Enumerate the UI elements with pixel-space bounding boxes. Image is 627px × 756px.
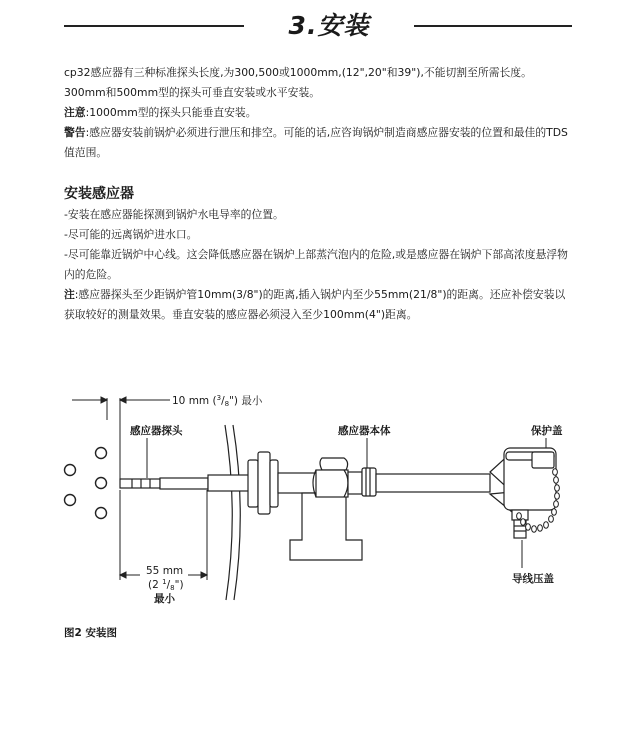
sensor-probe xyxy=(120,478,208,489)
page-title: 3.安装 xyxy=(288,11,370,40)
sensor-body-label: 感应器本体 xyxy=(338,425,391,437)
note-paragraph: 注意:1000mm型的探头只能垂直安装。 xyxy=(64,106,257,119)
section-title: 安装感应器 xyxy=(64,186,134,202)
boiler-wall xyxy=(225,425,240,600)
intro-paragraph: cp32感应器有三种标准探头长度,为300,500或1000mm,(12",20"和39"),不能切割至所需长度。 xyxy=(64,66,532,79)
instruction-item: -安装在感应器能探测到锅炉水电导率的位置。 xyxy=(64,208,284,221)
dimension-10mm xyxy=(72,397,170,486)
cable-gland-label: 导线压盖 xyxy=(512,573,554,585)
dimension-55mm-line2: (2 $^1$/8") xyxy=(148,578,184,592)
boiler-tubes xyxy=(65,448,107,519)
figure-caption: 图2 安装图 xyxy=(64,627,117,639)
dimension-55mm-line3: 最小 xyxy=(154,593,175,605)
sensor-body xyxy=(348,468,490,496)
note-label: 注 xyxy=(64,288,75,301)
instruction-note: 注:感应器探头至少距锅炉管10mm(3/8")的距离,插入锅炉内至少55mm(21/8")的距离。还应补偿安装以获取较好的测量效果。垂直安装的感应器必须浸入至少100mm(4")距离。 xyxy=(64,288,566,321)
note-label: 注意 xyxy=(64,106,86,119)
instruction-item: -尽可能靠近锅炉中心线。这会降低感应器在锅炉上部蒸汽泡内的危险,或是感应器在锅炉下部高浓度悬浮物内的危险。 xyxy=(64,248,568,281)
protective-cover-label: 保护盖 xyxy=(531,425,563,437)
dimension-10mm-label: 10 mm ($^3$/8") 最小 xyxy=(172,394,263,408)
dimension-55mm-line1: 55 mm xyxy=(146,565,184,577)
probe-label: 感应器探头 xyxy=(130,425,183,437)
instruction-item: -尽可能的远离锅炉进水口。 xyxy=(64,228,198,241)
intro-paragraph: 300mm和500mm型的探头可垂直安装或水平安装。 xyxy=(64,86,321,99)
warning-label: 警告 xyxy=(64,126,86,139)
warning-paragraph: 警告:感应器安装前锅炉必须进行泄压和排空。可能的话,应咨询锅炉制造商感应器安装的位置和最佳的TDS值范围。 xyxy=(64,126,568,159)
